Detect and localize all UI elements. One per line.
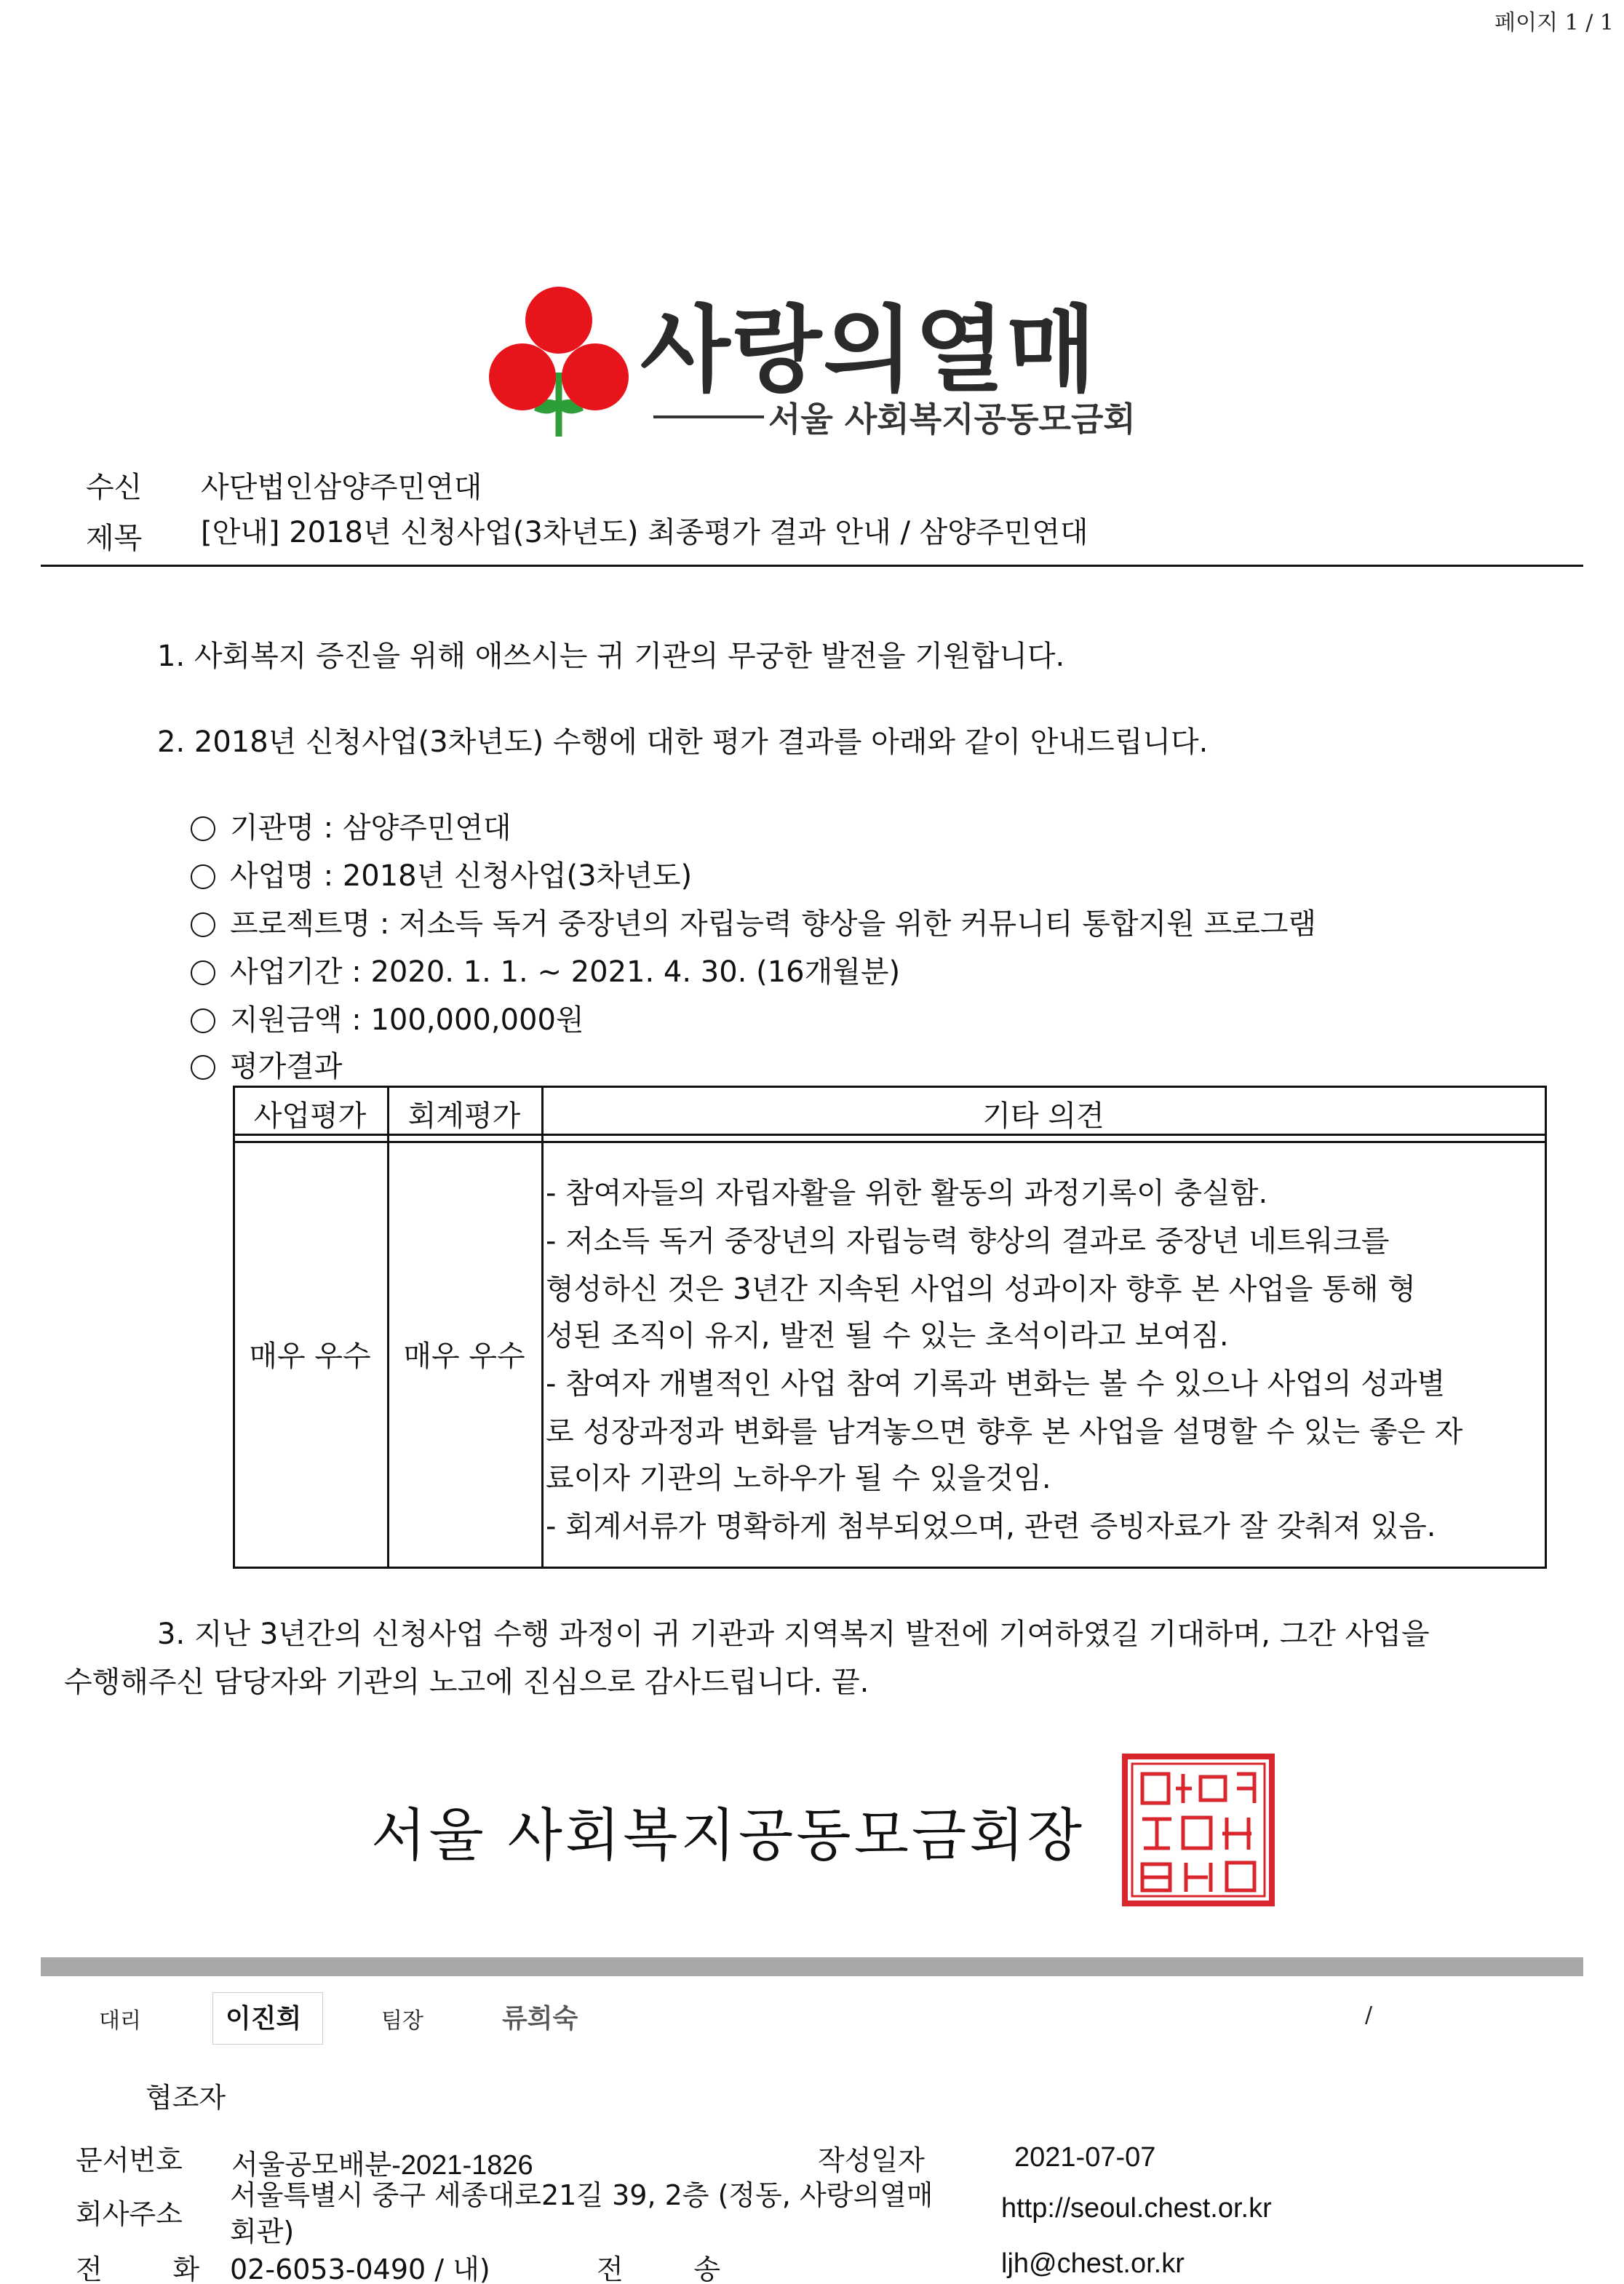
logo-divider <box>653 415 764 418</box>
address-label: 회사주소 <box>76 2198 183 2230</box>
table-border <box>1545 1086 1547 1569</box>
header-divider <box>41 565 1583 567</box>
love-fruit-logo-icon <box>489 285 634 445</box>
circle-bullet-icon <box>191 816 215 841</box>
address-line-2: 회관) <box>230 2216 295 2248</box>
evaluation-table <box>233 1086 1547 1569</box>
approval-separator: / <box>1365 2002 1373 2028</box>
approver-name-1: 이진희 <box>226 2004 302 2034</box>
opinion-line: - 참여자 개별적인 사업 참여 기록과 변화는 볼 수 있으나 사업의 성과별 <box>546 1367 1446 1401</box>
bullet-item: 기관명 : 삼양주민연대 <box>191 805 512 846</box>
paragraph-3-line-2: 수행해주신 담당자와 기관의 노고에 진심으로 감사드립니다. 끝. <box>64 1666 869 1699</box>
opinion-line: 로 성장과정과 변화를 남겨놓으면 향후 본 사업을 설명할 수 있는 좋은 자 <box>546 1415 1463 1449</box>
table-border <box>233 1141 1547 1143</box>
address-line-1: 서울특별시 중구 세종대로21길 39, 2층 (정동, 사랑의열매 <box>230 2179 934 2211</box>
paragraph-1: 1. 사회복지 증진을 위해 애쓰시는 귀 기관의 무궁한 발전을 기원합니다. <box>157 640 1065 673</box>
circle-bullet-icon <box>191 912 215 937</box>
approver-role-2: 팀장 <box>381 2008 423 2034</box>
collaborator-label: 협조자 <box>146 2082 226 2114</box>
date-value: 2021-07-07 <box>1014 2142 1156 2173</box>
bullet-item: 사업기간 : 2020. 1. 1. ~ 2021. 4. 30. (16개월분) <box>191 949 900 990</box>
recipient-value: 사단법인삼양주민연대 <box>201 471 482 504</box>
paragraph-3-line-1: 3. 지난 3년간의 신청사업 수행 과정이 귀 기관과 지역복지 발전에 기여하였길 기대하며, 그간 사업을 <box>157 1617 1430 1651</box>
table-border <box>387 1086 389 1569</box>
approver-name-2: 류희숙 <box>502 2004 578 2034</box>
official-seal-icon <box>1121 1752 1276 1908</box>
email-link[interactable]: ljh@chest.or.kr <box>1001 2248 1185 2279</box>
phone-value: 02-6053-0490 / 내) <box>230 2253 490 2284</box>
logo-subtitle: 서울 사회복지공동모금회 <box>768 399 1136 439</box>
header-accounting-eval: 회계평가 <box>407 1099 521 1133</box>
paragraph-2: 2. 2018년 신청사업(3차년도) 수행에 대한 평가 결과를 아래와 같이 안내드립니다. <box>157 725 1209 759</box>
footer-divider-bar <box>41 1957 1583 1976</box>
header-other-opinion: 기타 의견 <box>982 1099 1104 1133</box>
logo-title: 사랑의열매 <box>640 296 1098 405</box>
table-border <box>233 1086 235 1569</box>
circle-bullet-icon <box>191 1055 215 1080</box>
date-label: 작성일자 <box>818 2144 925 2176</box>
bullet-item: 사업명 : 2018년 신청사업(3차년도) <box>191 853 692 894</box>
issuer-name: 서울 사회복지공동모금회장 <box>371 1803 1085 1869</box>
approver-role-1: 대리 <box>99 2008 141 2034</box>
doc-number-label: 문서번호 <box>76 2144 183 2176</box>
opinion-line: - 저소득 독거 중장년의 자립능력 향상의 결과로 중장년 네트워크를 <box>546 1225 1390 1258</box>
bullet-item: 평가결과 <box>191 1043 343 1085</box>
subject-label: 제목 <box>86 522 143 555</box>
circle-bullet-icon <box>191 960 215 985</box>
opinion-line: - 참여자들의 자립자활을 위한 활동의 과정기록이 충실함. <box>546 1177 1268 1210</box>
bullet-item: 지원금액 : 100,000,000원 <box>191 997 584 1038</box>
opinion-line: 료이자 기관의 노하우가 될 수 있을것임. <box>546 1462 1051 1495</box>
page-number: 페이지 1 / 1 <box>1494 10 1614 36</box>
phone-label: 전 화 <box>76 2253 200 2284</box>
opinion-line: 형성하신 것은 3년간 지속된 사업의 성과이자 향후 본 사업을 통해 형 <box>546 1273 1416 1306</box>
business-eval-value: 매우 우수 <box>249 1340 371 1373</box>
header-business-eval: 사업평가 <box>253 1099 367 1133</box>
fax-label: 전 송 <box>597 2253 721 2284</box>
table-border <box>233 1086 1547 1088</box>
doc-number-value: 서울공모배분-2021-1826 <box>231 2150 533 2181</box>
opinion-line: - 회계서류가 명확하게 첨부되었으며, 관련 증빙자료가 잘 갖춰져 있음. <box>546 1510 1436 1543</box>
opinion-line: 성된 조직이 유지, 발전 될 수 있는 초석이라고 보여짐. <box>546 1319 1229 1353</box>
circle-bullet-icon <box>191 1008 215 1033</box>
bullet-item: 프로젝트명 : 저소득 독거 중장년의 자립능력 향상을 위한 커뮤니티 통합지원 프로그램 <box>191 901 1316 942</box>
recipient-label: 수신 <box>86 471 143 504</box>
table-border <box>541 1086 544 1569</box>
circle-bullet-icon <box>191 864 215 889</box>
table-border <box>233 1567 1547 1569</box>
accounting-eval-value: 매우 우수 <box>403 1340 525 1373</box>
subject-value: [안내] 2018년 신청사업(3차년도) 최종평가 결과 안내 / 삼양주민연대 <box>201 516 1088 549</box>
website-link[interactable]: http://seoul.chest.or.kr <box>1001 2193 1272 2224</box>
